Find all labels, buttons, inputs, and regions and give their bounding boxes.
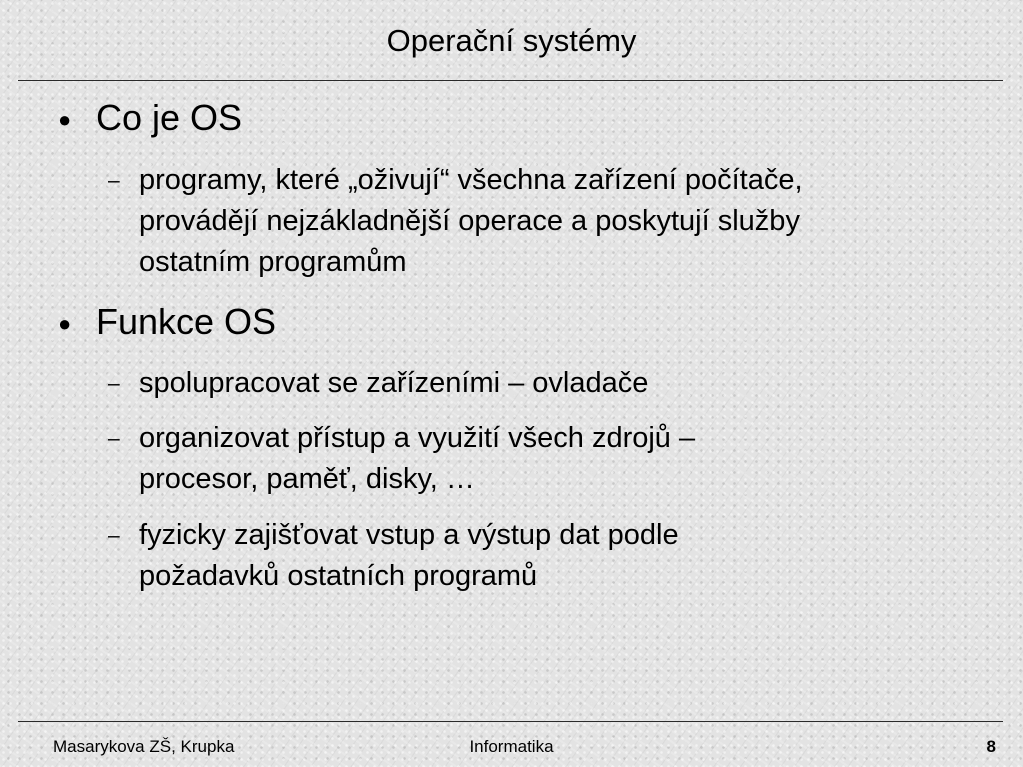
text-line: požadavků ostatních programů [139,560,538,592]
item-dash: – [108,427,120,450]
text-line: fyzicky zajišťovat vstup a výstup dat podle [139,519,679,551]
footer-subject: Informatika [469,737,554,756]
text-line: programy, které „oživují“ všechna zařízení počítače, [139,164,803,196]
text-line: procesor, paměť, disky, … [139,463,475,495]
text-line: organizovat přístup a využití všech zdrojů – [139,422,696,454]
section-heading: Co je OS [96,97,243,138]
text-line: spolupracovat se zařízeními – ovladače [139,367,649,399]
text-line: provádějí nejzákladnější operace a poskytují služby [139,205,800,237]
item-dash: – [108,524,120,547]
section-heading: Funkce OS [96,301,277,342]
footer-divider [18,721,1003,722]
page-number: 8 [986,737,996,756]
item-dash: – [108,169,120,192]
item-text [139,363,989,404]
footer-school: Masarykova ZŠ, Krupka [53,737,235,756]
section-bullet: ● [58,311,72,336]
item-text [139,160,989,283]
item-text [139,418,989,500]
item-text [139,515,989,597]
section-bullet: ● [58,107,72,132]
slide-title: Operační systémy [386,23,637,58]
item-dash: – [108,372,120,395]
text-line: ostatním programům [139,246,407,278]
